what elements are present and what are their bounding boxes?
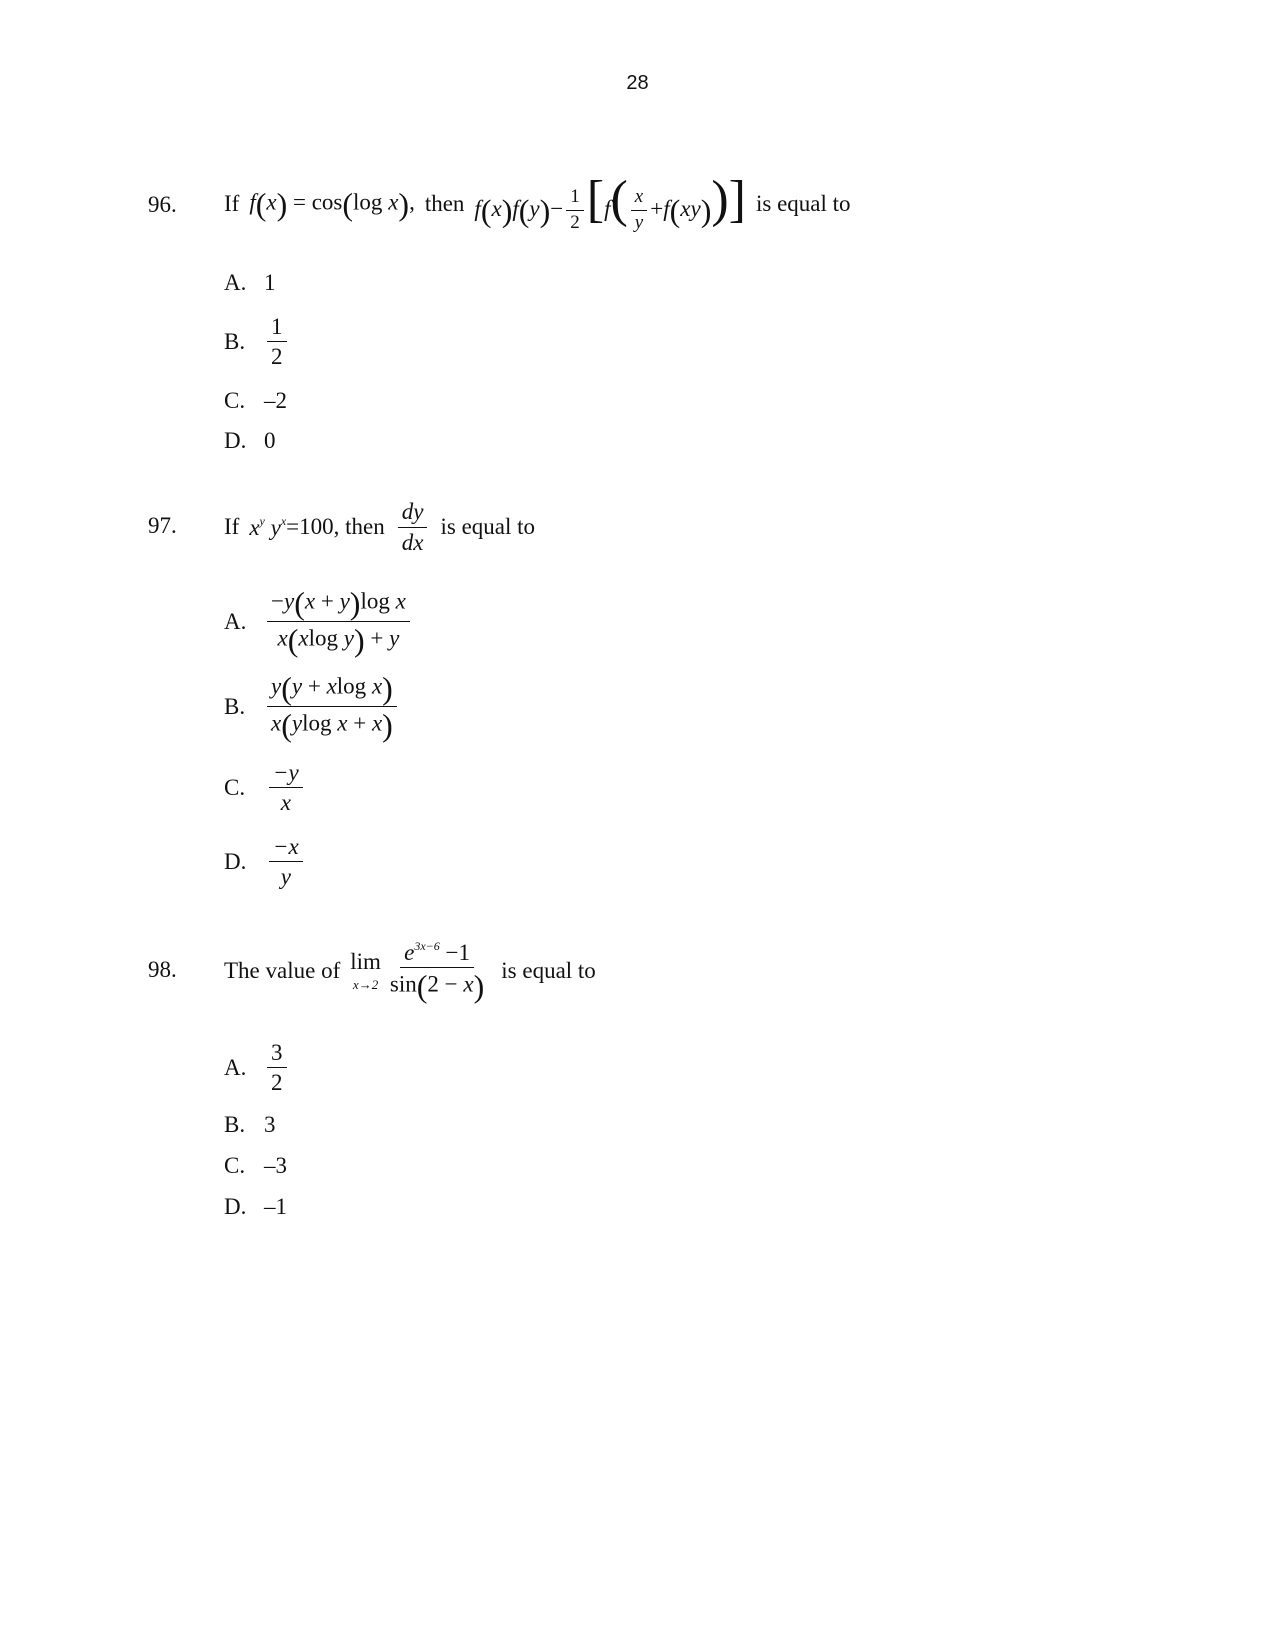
- stem-prefix: If: [224, 514, 240, 539]
- option-b[interactable]: [224, 314, 290, 370]
- option-c[interactable]: [224, 760, 306, 816]
- option-b[interactable]: [224, 672, 400, 741]
- stem-prefix: If: [224, 191, 240, 216]
- option-label: B.: [224, 1112, 246, 1137]
- question-stem: [224, 938, 596, 1004]
- limit-operator: lim x→2: [350, 949, 381, 992]
- option-label: D.: [224, 428, 247, 453]
- option-label: D.: [224, 848, 247, 874]
- question-number: 97.: [148, 513, 177, 538]
- stem-suffix: is equal to: [440, 514, 536, 539]
- option-fraction: $\frac{3}{2}$: [267, 1040, 287, 1096]
- option-text: –3: [264, 1153, 287, 1178]
- stem-suffix: is equal to: [501, 958, 596, 983]
- option-fraction: $\frac{\text{y(y + xlog x)}}{\text{x(ylog x + x)}}$: [267, 672, 397, 741]
- question-stem: [224, 497, 535, 557]
- option-b[interactable]: [224, 1112, 276, 1138]
- formula-expression: f(x)f(y)− $\frac{1}{2}$ [f( $\frac{x}{y}$ +f(xy))]: [474, 170, 746, 234]
- option-fraction: $\frac{1}{2}$: [267, 314, 287, 370]
- option-a[interactable]: [224, 270, 276, 296]
- option-a[interactable]: [224, 587, 413, 656]
- limit-fraction: $\frac{e^{3x-6} -1}{\sin(2 - x)}$: [389, 938, 485, 1005]
- option-d[interactable]: [224, 428, 276, 454]
- option-c[interactable]: [224, 388, 287, 414]
- option-label: A.: [224, 608, 247, 634]
- option-c[interactable]: [224, 1153, 287, 1179]
- option-fraction: $\frac{-y}{x}$: [269, 760, 303, 816]
- option-label: B.: [224, 328, 246, 354]
- option-text: –1: [264, 1194, 287, 1219]
- option-label: A.: [224, 270, 247, 295]
- page-number: 28: [626, 72, 649, 94]
- option-label: C.: [224, 1153, 246, 1178]
- derivative-fraction: $\frac{dy}{dx}$: [398, 499, 428, 555]
- option-label: A.: [224, 1054, 247, 1080]
- formula-equation: $x^y$ $y^x$: [249, 513, 287, 540]
- question-stem: [224, 170, 851, 238]
- option-text: –2: [264, 388, 287, 413]
- option-label: D.: [224, 1194, 247, 1219]
- option-label: B.: [224, 693, 246, 719]
- formula-definition: f(x) = cos(log x),: [249, 186, 415, 222]
- option-text: 0: [264, 428, 276, 453]
- stem-suffix: is equal to: [756, 191, 851, 216]
- question-number: 98.: [148, 957, 177, 982]
- option-fraction: $\frac{-x}{y}$: [269, 834, 303, 890]
- stem-prefix: The value of: [224, 958, 341, 983]
- option-label: C.: [224, 388, 246, 413]
- question-number: 96.: [148, 192, 177, 217]
- option-label: C.: [224, 774, 246, 800]
- option-a[interactable]: [224, 1040, 290, 1096]
- stem-mid: , then: [333, 514, 385, 539]
- option-text: 3: [264, 1112, 276, 1137]
- stem-mid: then: [424, 191, 465, 216]
- formula-equals: =100: [286, 514, 334, 539]
- option-text: 1: [264, 270, 276, 295]
- option-fraction: $\frac{\text{−y(x + y)log x}}{\text{x(xlog y) + y}}$: [267, 587, 410, 656]
- option-d[interactable]: [224, 1194, 287, 1220]
- option-d[interactable]: [224, 834, 306, 890]
